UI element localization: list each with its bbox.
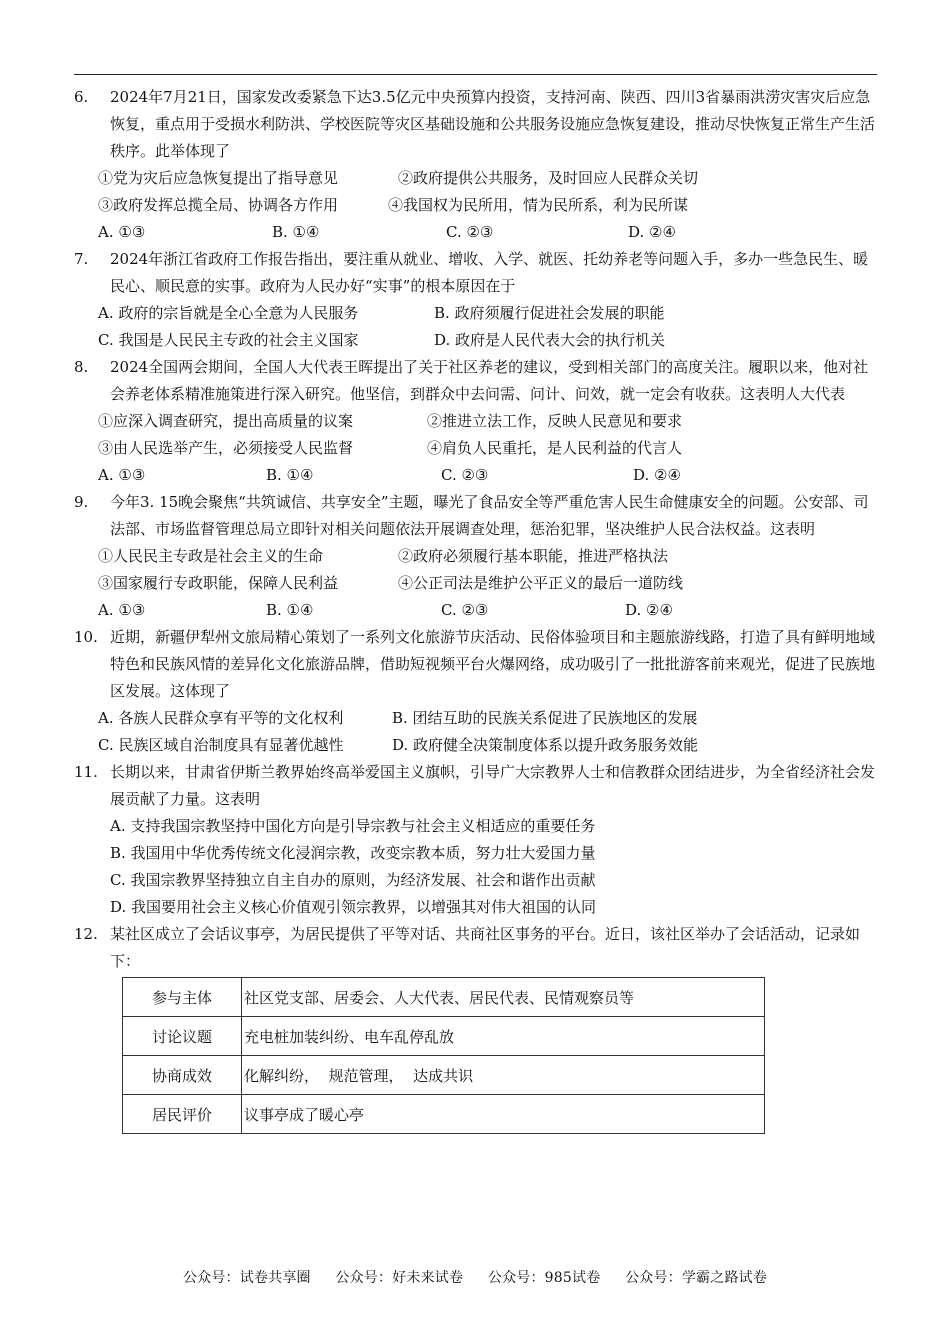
statement-4: ④公正司法是维护公平正义的最后一道防线 bbox=[398, 574, 684, 592]
question-number: 6. bbox=[74, 88, 89, 106]
statement-4: ④肩负人民重托，是人民利益的代言人 bbox=[427, 439, 683, 457]
table-key: 居民评价 bbox=[123, 1095, 242, 1134]
question-7 bbox=[74, 246, 880, 354]
choice-d[interactable]: D. 政府是人民代表大会的执行机关 bbox=[434, 331, 666, 349]
question-stem bbox=[74, 489, 880, 543]
stem-text: 2024年7月21日，国家发改委紧急下达3.5亿元中央预算内投资，支持河南、陕西、四川3省暴雨洪涝灾害灾后应急恢复，重点用于受损水利防洪、学校医院等灾区基础设施和公共服务设施应急恢复建设，推动尽快恢复正常生产生活秩序。此举体现了 bbox=[110, 88, 876, 160]
table-value: 充电桩加装纠纷、电车乱停乱放 bbox=[242, 1017, 765, 1056]
footer-item: 公众号：学霸之路试卷 bbox=[625, 1270, 768, 1286]
statement-1: ①党为灾后应急恢复提出了指导意见 bbox=[98, 169, 339, 187]
table-key: 讨论议题 bbox=[123, 1017, 242, 1056]
choice-row bbox=[74, 219, 880, 246]
table-row bbox=[123, 1056, 765, 1095]
statement-row bbox=[74, 408, 880, 435]
choice-c[interactable]: C. 我国宗教界坚持独立自主自办的原则，为经济发展、社会和谐作出贡献 bbox=[110, 871, 596, 889]
choice-row bbox=[74, 597, 880, 624]
choice-b[interactable]: B. 团结互助的民族关系促进了民族地区的发展 bbox=[392, 709, 698, 727]
footer-item: 公众号：好未来试卷 bbox=[335, 1270, 464, 1286]
stem-text: 长期以来，甘肃省伊斯兰教界始终高举爱国主义旗帜，引导广大宗教界人士和信教群众团结进步，为全省经济社会发展贡献了力量。这表明 bbox=[110, 763, 876, 808]
statement-2: ②政府提供公共服务，及时回应人民群众关切 bbox=[398, 169, 699, 187]
stem-text: 今年3. 15晚会聚焦“共筑诚信、共享安全”主题，曝光了食品安全等严重危害人民生命健康安全的问题。公安部、司法部、市场监督管理总局立即针对相关问题依法开展调查处理，惩治犯罪，坚决维护人民合法权益。这表明 bbox=[110, 493, 869, 538]
statement-3: ③国家履行专政职能，保障人民利益 bbox=[98, 574, 339, 592]
question-number: 12. bbox=[74, 925, 98, 943]
table-row bbox=[123, 978, 765, 1017]
question-10 bbox=[74, 624, 880, 759]
choice-a[interactable]: A. 政府的宗旨就是全心全意为人民服务 bbox=[98, 304, 359, 322]
choice-b[interactable]: B. ①④ bbox=[266, 601, 314, 619]
question-stem bbox=[74, 759, 880, 813]
choice-c[interactable]: C. ②③ bbox=[441, 601, 489, 619]
choice-c[interactable]: C. ②③ bbox=[446, 223, 494, 241]
table-value: 社区党支部、居委会、人大代表、居民代表、民情观察员等 bbox=[242, 978, 765, 1017]
footer-item: 公众号：试卷共享圈 bbox=[182, 1270, 311, 1286]
choice-b[interactable]: B. ①④ bbox=[272, 223, 320, 241]
record-table bbox=[122, 977, 765, 1134]
choice-row bbox=[74, 705, 880, 732]
top-rule bbox=[74, 74, 877, 75]
stem-text: 2024年浙江省政府工作报告指出，要注重从就业、增收、入学、就医、托幼养老等问题入手，多办一些急民生、暖民心、顺民意的实事。政府为人民办好“实事”的根本原因在于 bbox=[110, 250, 869, 295]
choice-a[interactable]: A. 各族人民群众享有平等的文化权利 bbox=[98, 709, 344, 727]
question-11 bbox=[74, 759, 880, 921]
stem-text: 2024全国两会期间，全国人大代表王晖提出了关于社区养老的建议，受到相关部门的高度关注。履职以来，他对社会养老体系精准施策进行深入研究。他坚信，到群众中去问需、问计、问效，就一定会有收获。这表明人大代表 bbox=[110, 358, 869, 403]
stem-text: 某社区成立了会话议事亭，为居民提供了平等对话、共商社区事务的平台。近日，该社区举办了会话活动，记录如下： bbox=[110, 925, 861, 970]
choice-c[interactable]: C. ②③ bbox=[441, 466, 489, 484]
footer bbox=[0, 1268, 950, 1288]
statement-row bbox=[74, 543, 880, 570]
question-8 bbox=[74, 354, 880, 489]
statement-row bbox=[74, 570, 880, 597]
question-stem bbox=[74, 246, 880, 300]
statement-3: ③政府发挥总揽全局、协调各方作用 bbox=[98, 196, 339, 214]
choice-d[interactable]: D. ②④ bbox=[625, 601, 673, 619]
statement-2: ②推进立法工作，反映人民意见和要求 bbox=[427, 412, 683, 430]
question-9 bbox=[74, 489, 880, 624]
question-stem bbox=[74, 84, 880, 165]
statement-3: ③由人民选举产生，必须接受人民监督 bbox=[98, 439, 354, 457]
table-value: 化解纠纷， 规范管理， 达成共识 bbox=[242, 1056, 765, 1095]
question-number: 8. bbox=[74, 358, 89, 376]
question-list bbox=[74, 84, 880, 1134]
table-key: 参与主体 bbox=[123, 978, 242, 1017]
statement-1: ①人民民主专政是社会主义的生命 bbox=[98, 547, 324, 565]
question-stem bbox=[74, 354, 880, 408]
choice-b[interactable]: B. ①④ bbox=[266, 466, 314, 484]
statement-2: ②政府必须履行基本职能，推进严格执法 bbox=[398, 547, 669, 565]
table-row bbox=[123, 1017, 765, 1056]
question-stem bbox=[74, 921, 880, 975]
choice-d[interactable]: D. 我国要用社会主义核心价值观引领宗教界，以增强其对伟大祖国的认同 bbox=[110, 898, 597, 916]
choice-row bbox=[74, 300, 880, 327]
question-number: 10. bbox=[74, 628, 98, 646]
choice-a[interactable]: A. ①③ bbox=[98, 223, 146, 241]
question-number: 7. bbox=[74, 250, 89, 268]
table-row bbox=[123, 1095, 765, 1134]
choice-a[interactable]: A. 支持我国宗教坚持中国化方向是引导宗教与社会主义相适应的重要任务 bbox=[110, 817, 596, 835]
choice-c[interactable]: C. 民族区域自治制度具有显著优越性 bbox=[98, 736, 344, 754]
choice-b[interactable]: B. 我国用中华优秀传统文化浸润宗教，改变宗教本质，努力壮大爱国力量 bbox=[110, 844, 596, 862]
question-12 bbox=[74, 921, 880, 1134]
footer-item: 公众号：985试卷 bbox=[487, 1270, 601, 1286]
choice-a[interactable]: A. ①③ bbox=[98, 466, 146, 484]
statement-1: ①应深入调查研究，提出高质量的议案 bbox=[98, 412, 354, 430]
statement-row bbox=[74, 165, 880, 192]
question-number: 9. bbox=[74, 493, 89, 511]
statement-row bbox=[74, 192, 880, 219]
table-key: 协商成效 bbox=[123, 1056, 242, 1095]
choice-row bbox=[74, 732, 880, 759]
choice-d[interactable]: D. ②④ bbox=[633, 466, 681, 484]
question-stem bbox=[74, 624, 880, 705]
choice-row bbox=[74, 327, 880, 354]
choice-d[interactable]: D. 政府健全决策制度体系以提升政务服务效能 bbox=[392, 736, 699, 754]
stem-text: 近期，新疆伊犁州文旅局精心策划了一系列文化旅游节庆活动、民俗体验项目和主题旅游线路，打造了具有鲜明地域特色和民族风情的差异化文化旅游品牌，借助短视频平台火爆网络，成功吸引了一批批游客前来观光，促进了民族地区发展。这体现了 bbox=[110, 628, 876, 700]
choice-b[interactable]: B. 政府须履行促进社会发展的职能 bbox=[434, 304, 665, 322]
table-value: 议事亭成了暖心亭 bbox=[242, 1095, 765, 1134]
choice-d[interactable]: D. ②④ bbox=[628, 223, 676, 241]
choice-a[interactable]: A. ①③ bbox=[98, 601, 146, 619]
statement-4: ④我国权为民所用，情为民所系，利为民所谋 bbox=[388, 196, 689, 214]
record-table-wrap bbox=[122, 977, 880, 1134]
question-6 bbox=[74, 84, 880, 246]
choice-c[interactable]: C. 我国是人民民主专政的社会主义国家 bbox=[98, 331, 359, 349]
statement-row bbox=[74, 435, 880, 462]
question-number: 11. bbox=[74, 763, 98, 781]
choice-row bbox=[74, 462, 880, 489]
